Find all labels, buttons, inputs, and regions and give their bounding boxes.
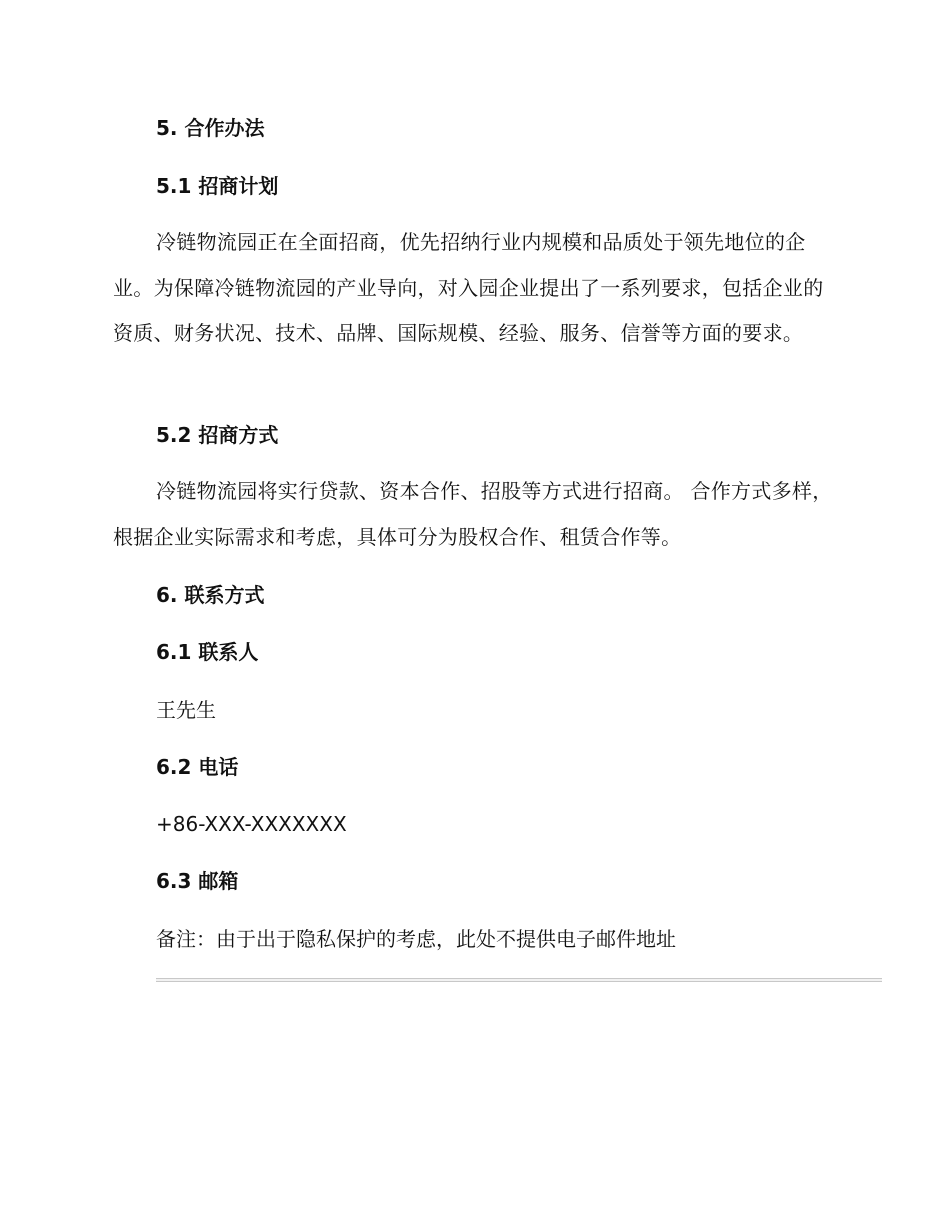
contact-email-note: 备注：由于出于隐私保护的考虑，此处不提供电子邮件地址 xyxy=(156,927,676,951)
section-5-1-heading: 5.1 招商计划 xyxy=(156,174,279,198)
section-6-1-heading: 6.1 联系人 xyxy=(156,640,259,664)
section-6-3-heading: 6.3 邮箱 xyxy=(156,869,239,893)
section-5-1-paragraph: 冷链物流园正在全面招商，优先招纳行业内规模和品质处于领先地位的企业。为保障冷链物流园的产业导向，对入园企业提出了一系列要求，包括企业的资质、财务状况、技术、品牌、国际规模、经验、服务、信誉等方面的要求。 xyxy=(113,230,824,345)
section-5-2-heading: 5.2 招商方式 xyxy=(156,423,279,447)
horizontal-divider xyxy=(156,978,882,982)
contact-phone: +86-XXX-XXXXXXX xyxy=(156,812,347,836)
section-5-heading: 5. 合作办法 xyxy=(156,116,265,140)
section-6-heading: 6. 联系方式 xyxy=(156,583,265,607)
contact-person: 王先生 xyxy=(156,698,216,722)
section-5-2-paragraph: 冷链物流园将实行贷款、资本合作、招股等方式进行招商。 合作方式多样，根据企业实际需求和考虑，具体可分为股权合作、租赁合作等。 xyxy=(113,479,833,549)
section-6-2-heading: 6.2 电话 xyxy=(156,755,239,779)
